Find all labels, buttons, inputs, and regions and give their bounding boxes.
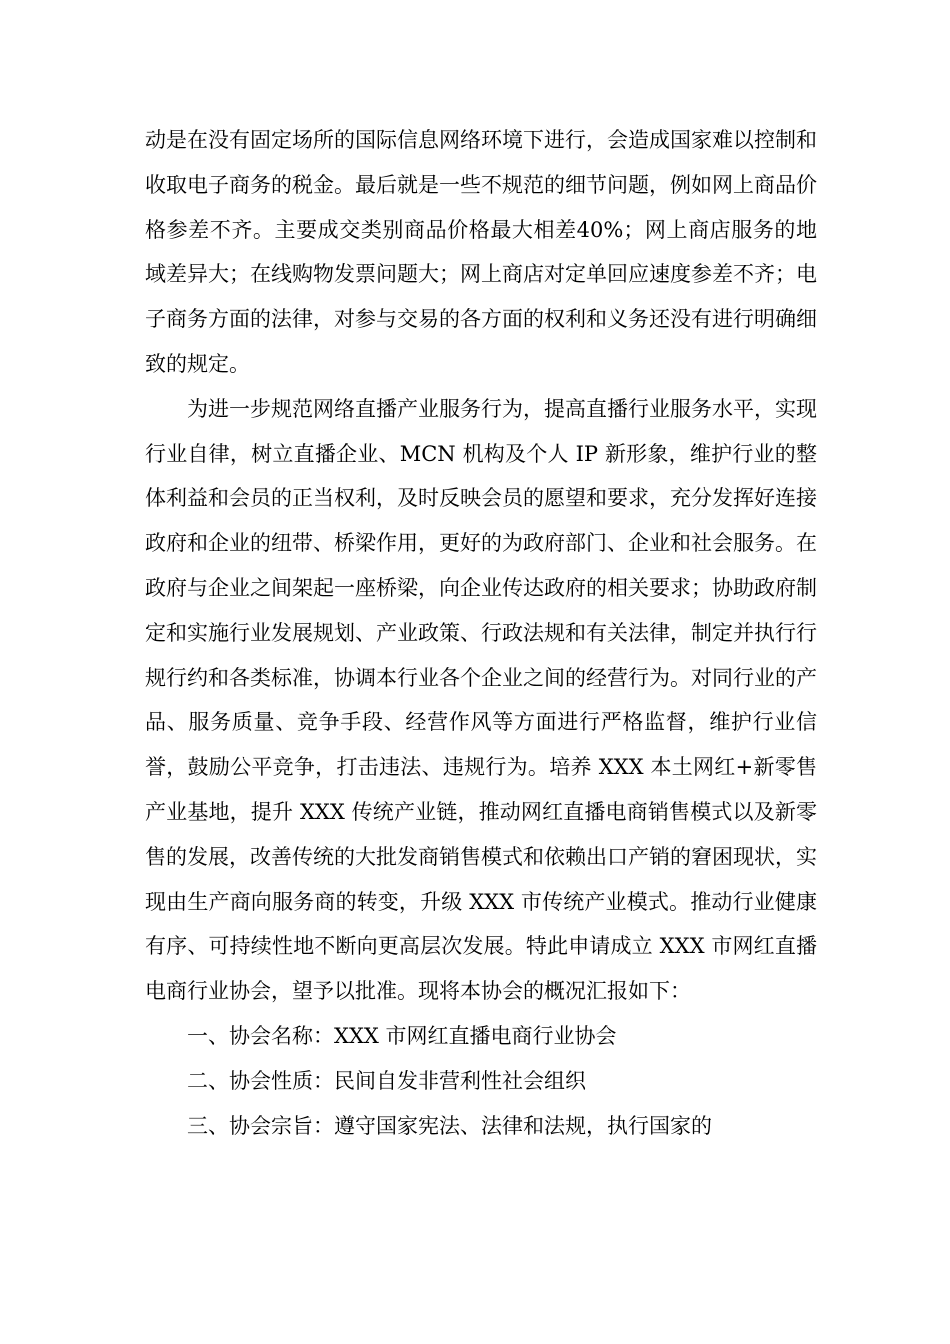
document-body: [145, 118, 817, 1148]
paragraph-continuation: 动是在没有固定场所的国际信息网络环境下进行，会造成国家难以控制和收取电子商务的税金。最后就是一些不规范的细节问题，例如网上商品价格参差不齐。主要成交类别商品价格最大相差40%；网上商店服务的地域差异大；在线购物发票问题大；网上商店对定单回应速度参差不齐；电子商务方面的法律，对参与交易的各方面的权利和义务还没有进行明确细致的规定。: [145, 128, 817, 376]
item-association-nature: 二、协会性质：民间自发非营利性社会组织: [187, 1068, 586, 1093]
paragraph-application-purpose: 为进一步规范网络直播产业服务行为，提高直播行业服务水平，实现行业自律，树立直播企业、MCN 机构及个人 IP 新形象，维护行业的整体利益和会员的正当权利，及时反映会员的愿望和要求，充分发挥好连接政府和企业的纽带、桥梁作用，更好的为政府部门、企业和社会服务。在政府与企业之间架起一座桥梁，向企业传达政府的相关要求；协助政府制定和实施行业发展规划、产业政策、行政法规和有关法律，制定并执行行规行约和各类标准，协调本行业各个企业之间的经营行为。对同行业的产品、服务质量、竞争手段、经营作风等方面进行严格监督，维护行业信誉，鼓励公平竞争，打击违法、违规行为。培养 XXX 本土网红+新零售产业基地，提升 XXX 传统产业链，推动网红直播电商销售模式以及新零售的发展，改善传统的大批发商销售模式和依赖出口产销的窘困现状，实现由生产商向服务商的转变，升级 XXX 市传统产业模式。推动行业健康有序、可持续性地不断向更高层次发展。特此申请成立 XXX 市网红直播电商行业协会，望予以批准。现将本协会的概况汇报如下：: [145, 396, 817, 1004]
item-association-name: 一、协会名称：XXX 市网红直播电商行业协会: [187, 1023, 617, 1048]
item-association-purpose: 三、协会宗旨：遵守国家宪法、法律和法规，执行国家的: [187, 1113, 712, 1138]
